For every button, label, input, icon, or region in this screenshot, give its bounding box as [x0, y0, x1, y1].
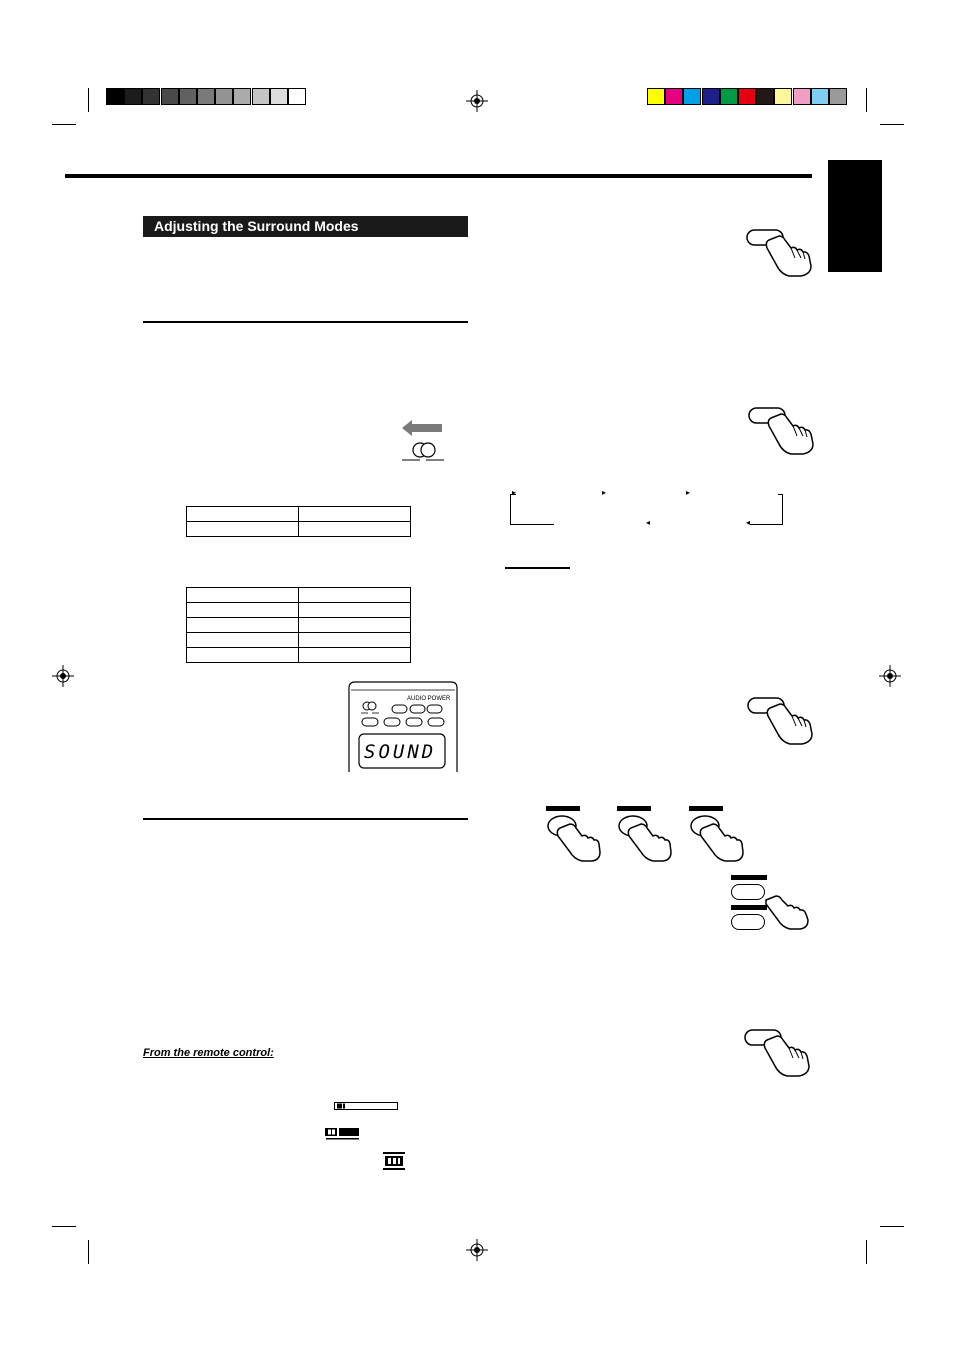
press-button-hand-icon: [747, 404, 815, 456]
calibration-swatch: [233, 88, 251, 105]
flow-arrow-icon: ◂: [646, 518, 651, 527]
button-label-bar: [731, 905, 767, 910]
press-button-hand-icon: [745, 226, 813, 278]
press-button-hand-icon: [546, 814, 602, 862]
flow-arrow-icon: ▸: [602, 488, 607, 497]
calibration-swatch: [106, 88, 124, 105]
crop-mark: [52, 1226, 76, 1227]
calibration-swatch: [756, 88, 774, 105]
dolby-digital-logo-icon: [325, 1128, 361, 1141]
table-cell: [187, 618, 299, 633]
calibration-swatch: [683, 88, 701, 105]
dts-logo-icon: [383, 1152, 405, 1170]
registration-target-icon: [879, 665, 901, 687]
calibration-swatch: [288, 88, 306, 105]
calibration-swatch: [793, 88, 811, 105]
registration-target-icon: [466, 1239, 488, 1261]
calibration-swatch: [665, 88, 683, 105]
calibration-swatch: [720, 88, 738, 105]
calibration-swatch: [270, 88, 288, 105]
press-button-hand-icon: [746, 694, 814, 746]
calibration-swatch: [702, 88, 720, 105]
table-cell: [299, 522, 411, 537]
calibration-swatch: [774, 88, 792, 105]
flow-line: [510, 524, 554, 525]
button-label-bar: [546, 806, 580, 811]
table-cell: [187, 648, 299, 663]
remote-button-label: AUDIO POWER: [407, 696, 451, 702]
table-cell: [187, 522, 299, 537]
calibration-swatch: [179, 88, 197, 105]
table-cell: [187, 588, 299, 603]
surround-knob-illustration: [398, 418, 448, 462]
flow-arrow-icon: ◂: [746, 518, 751, 527]
flow-line: [782, 494, 783, 524]
calibration-swatch: [811, 88, 829, 105]
crop-mark: [880, 1226, 904, 1227]
language-side-tab: [828, 160, 882, 272]
note-heading-rule: [505, 567, 570, 569]
table-cell: [299, 507, 411, 522]
crop-mark: [866, 1240, 867, 1264]
remote-display-text: SOUND: [364, 741, 437, 763]
remote-control-illustration: [347, 680, 459, 772]
page-top-rule: [65, 174, 812, 178]
crop-mark: [880, 124, 904, 125]
calibration-swatch: [197, 88, 215, 105]
table-cell: [187, 633, 299, 648]
stacked-button: [731, 914, 765, 930]
calibration-swatch: [647, 88, 665, 105]
calibration-swatch: [161, 88, 179, 105]
flow-arrow-icon: ▸: [686, 488, 691, 497]
crop-mark: [88, 1240, 89, 1264]
press-button-hand-icon: [689, 814, 745, 862]
press-button-hand-icon: [617, 814, 673, 862]
table-cell: [299, 603, 411, 618]
table-cell: [187, 603, 299, 618]
section-title: Adjusting the Surround Modes: [143, 216, 468, 237]
button-label-bar: [731, 875, 767, 880]
table-cell: [299, 648, 411, 663]
registration-target-icon: [466, 90, 488, 112]
crop-mark: [88, 88, 89, 112]
calibration-swatch: [829, 88, 847, 105]
flow-line: [778, 494, 783, 495]
press-button-hand-icon: [764, 890, 812, 930]
press-button-hand-icon: [743, 1026, 811, 1078]
registration-target-icon: [52, 665, 74, 687]
subsection-rule: [143, 818, 468, 820]
button-label-bar: [689, 806, 723, 811]
stacked-button: [731, 884, 765, 900]
table-cell: [299, 618, 411, 633]
pro-logic-logo-icon: [334, 1102, 398, 1110]
remote-control-note-label: From the remote control:: [143, 1047, 274, 1059]
button-label-bar: [617, 806, 651, 811]
crop-mark: [52, 124, 76, 125]
calibration-swatch: [215, 88, 233, 105]
subsection-rule: [143, 321, 468, 323]
calibration-swatch: [252, 88, 270, 105]
table-cell: [187, 507, 299, 522]
crop-mark: [866, 88, 867, 112]
surround-table-2: [186, 587, 411, 663]
table-cell: [299, 633, 411, 648]
flow-arrow-icon: ▸: [512, 488, 517, 497]
flow-line: [750, 524, 783, 525]
table-cell: [299, 588, 411, 603]
surround-table-1: [186, 506, 411, 537]
calibration-swatch: [738, 88, 756, 105]
flow-line: [510, 494, 511, 524]
calibration-swatch: [124, 88, 142, 105]
calibration-swatch: [142, 88, 160, 105]
